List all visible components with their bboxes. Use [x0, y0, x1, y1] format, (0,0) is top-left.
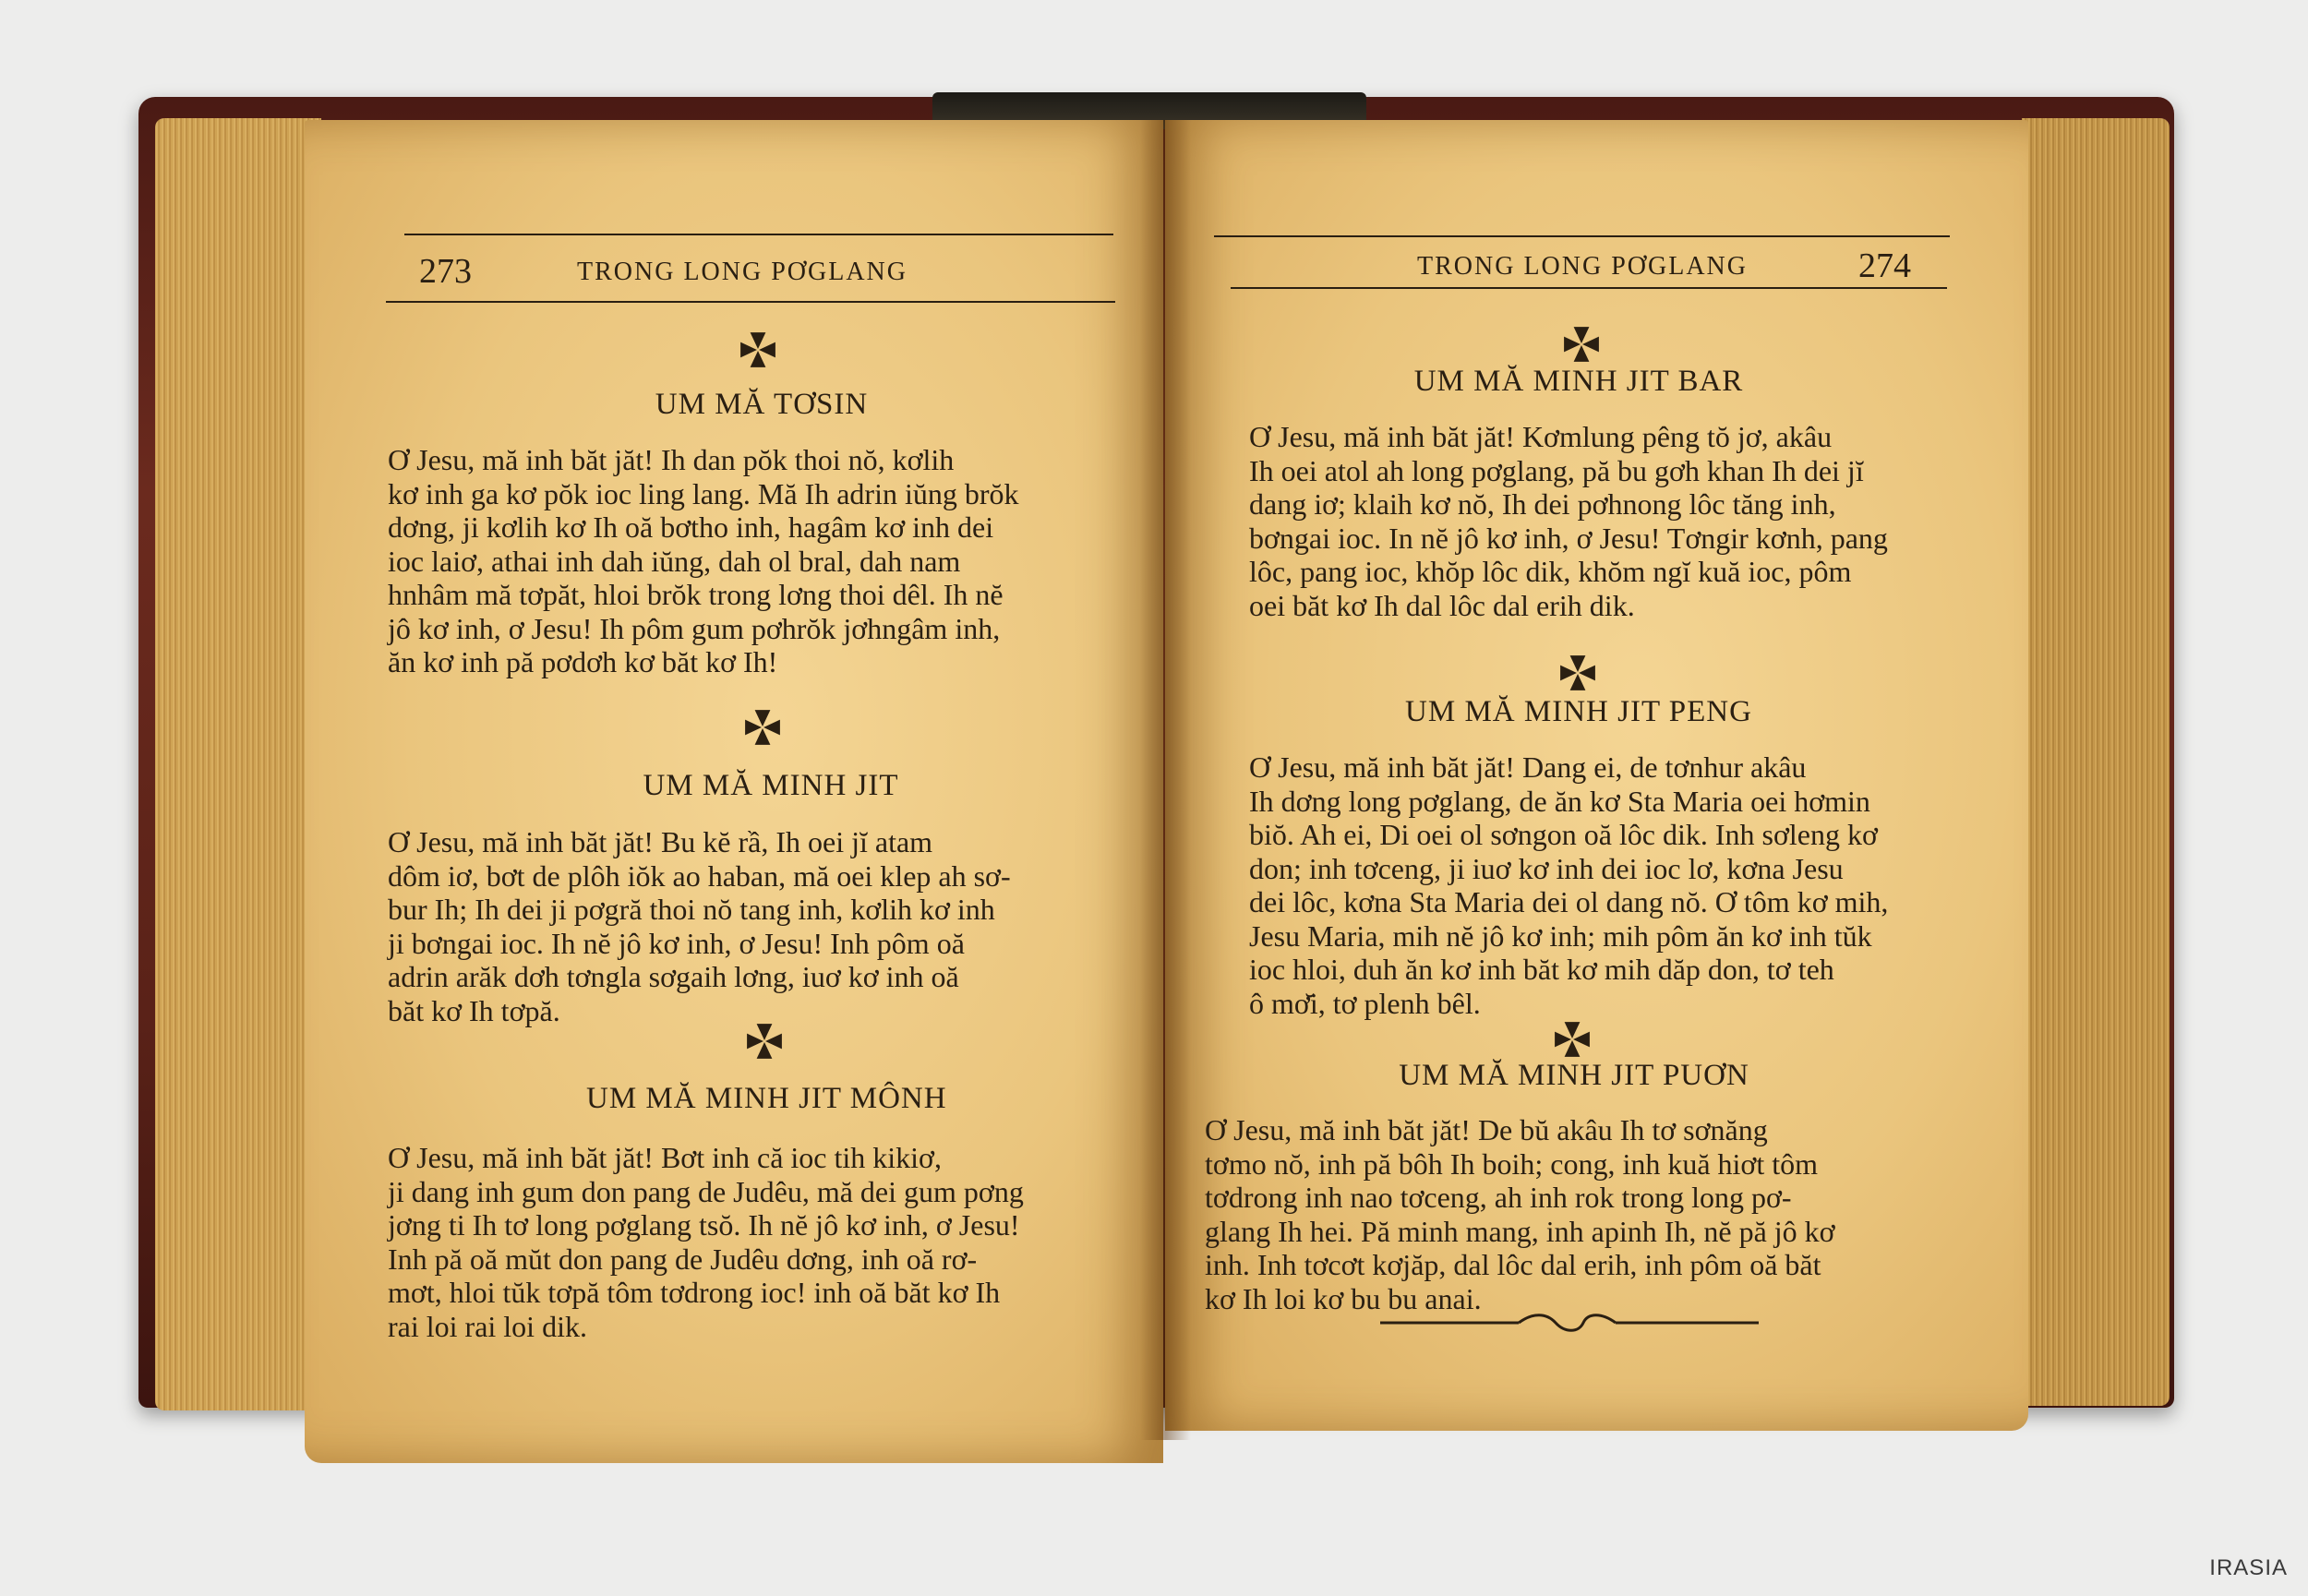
text-line: jô kơ inh, ơ Jesu! Ih pôm gum pơhrŏk jơhngâm inh,	[388, 611, 1001, 645]
text-line: biŏ. Ah ei, Di oei ol sơngon oă lôc dik. Inh sơleng kơ	[1249, 818, 1878, 851]
section-heading: UM MĂ MINH JIT PENG	[1405, 695, 1752, 728]
section-body	[1249, 750, 1946, 1020]
text-line: tơdrong inh nao tơceng, ah inh rok trong long pơ-	[1205, 1181, 1792, 1214]
left-page-edges	[155, 118, 321, 1410]
section-heading: UM MĂ MINH JIT	[643, 769, 899, 802]
text-line: dơng, ji kơlih kơ Ih oă bơtho inh, hagâm kơ inh dei	[388, 510, 994, 544]
cross-pattee-icon	[1562, 325, 1601, 364]
cross-pattee-icon	[745, 1022, 784, 1061]
book-gutter	[1140, 120, 1191, 1440]
text-line: Ơ Jesu, mă inh băt jăt! De bŭ akâu Ih tơ sơnăng	[1205, 1113, 1768, 1146]
text-line: lôc, pang ioc, khŏp lôc dik, khŏm ngĭ kuă ioc, pôm	[1249, 555, 1852, 588]
cross-pattee-icon	[1558, 654, 1597, 692]
text-line: dei lôc, kơna Sta Maria dei ol dang nŏ. Ơ tôm kơ mih,	[1249, 885, 1889, 918]
section-body	[1249, 420, 1946, 622]
right-page-edges	[2022, 118, 2170, 1406]
section-body	[388, 443, 1122, 679]
text-line: ô mơ̆i, tơ plenh bêl.	[1249, 986, 1481, 1020]
left-header-rule-top	[404, 234, 1113, 235]
right-page-number: 274	[1858, 246, 1911, 285]
text-line: Ih dơng long pơglang, de ăn kơ Sta Maria oei hơmin	[1249, 784, 1870, 818]
text-line: bơngai ioc. In nĕ jô kơ inh, ơ Jesu! Tơngir kơnh, pang	[1249, 521, 1888, 555]
left-page-number: 273	[419, 252, 472, 291]
text-line: Ơ Jesu, mă inh băt jăt! Kơmlung pêng tŏ jơ, akâu	[1249, 420, 1833, 453]
text-line: Ơ Jesu, mă inh băt jăt! Bu kĕ rầ, Ih oei jĭ atam	[388, 825, 933, 858]
text-line: adrin arăk dơh tơngla sơgaih lơng, iuơ kơ inh oă	[388, 960, 959, 993]
text-line: ji bơngai ioc. Ih nĕ jô kơ inh, ơ Jesu! Inh pôm oă	[388, 926, 965, 960]
text-line: bur Ih; Ih dei ji pơgră thoi nŏ tang inh, kơlih kơ inh	[388, 893, 995, 926]
text-line: tơmo nŏ, inh pă bôh Ih boih; cong, inh kuă hiơt tôm	[1205, 1146, 1819, 1181]
text-line: ioc laiơ, athai inh dah iŭng, dah ol bral, dah nam	[388, 544, 961, 578]
text-line: don; inh tơceng, ji iuơ kơ inh dei ioc lơ, kơna Jesu	[1249, 851, 1844, 885]
text-line: Ơ Jesu, mă inh băt jăt! Dang ei, de tơnhur akâu	[1249, 750, 1807, 784]
end-ornament-icon	[1380, 1309, 1759, 1337]
cross-pattee-icon	[739, 330, 777, 369]
left-running-title: TRONG LONG PƠGLANG	[577, 258, 908, 286]
left-header-rule-bottom	[386, 301, 1115, 303]
text-line: glang Ih hei. Pă minh mang, inh apinh Ih, nĕ pă jô kơ	[1205, 1214, 1835, 1248]
text-line: ioc hloi, duh ăn kơ inh băt kơ mih dăp don, tơ teh	[1249, 953, 1834, 986]
section-heading: UM MĂ MINH JIT BAR	[1413, 365, 1744, 398]
section-body	[388, 1141, 1122, 1343]
section-heading: UM MĂ TƠSIN	[655, 388, 869, 421]
section-body	[388, 825, 1122, 1027]
section-body	[1205, 1113, 1943, 1315]
text-line: Ơ Jesu, mă inh băt jăt! Ih dan pŏk thoi nŏ, kơlih	[388, 443, 955, 476]
right-header-rule-bottom	[1231, 287, 1947, 289]
text-line: Inh pă oă mŭt don pang de Judêu dơng, inh oă rơ-	[388, 1242, 978, 1276]
text-line: kơ inh ga kơ pŏk ioc ling lang. Mă Ih adrin iŭng brŏk	[388, 476, 1019, 510]
text-line: kơ Ih loi kơ bu bu anai.	[1205, 1281, 1482, 1315]
text-line: hnhâm mă tơpăt, hloi brŏk trong lơng thoi dêl. Ih nĕ	[388, 578, 1004, 611]
text-line: Jesu Maria, mih nĕ jô kơ inh; mih pôm ăn kơ inh tŭk	[1249, 918, 1872, 953]
cross-pattee-icon	[1553, 1020, 1592, 1059]
text-line: jơng ti Ih tơ long pơglang tsŏ. Ih nĕ jô kơ inh, ơ Jesu!	[388, 1208, 1020, 1242]
text-line: Ơ Jesu, mă inh băt jăt! Bơt inh că ioc tih kikiơ,	[388, 1141, 942, 1174]
text-line: dang iơ; klaih kơ nŏ, Ih dei pơhnong lôc tăng inh,	[1249, 487, 1836, 521]
section-heading: UM MĂ MINH JIT PUƠN	[1399, 1059, 1749, 1092]
text-line: ji dang inh gum don pang de Judêu, mă dei gum pơng	[388, 1174, 1024, 1208]
text-line: inh. Inh tơcơt kơjăp, dal lôc dal erih, inh pôm oă băt	[1205, 1248, 1821, 1281]
section-heading: UM MĂ MINH JIT MÔNH	[586, 1082, 947, 1115]
right-header-rule-top	[1214, 235, 1950, 237]
text-line: mơt, hloi tŭk tơpă tôm tơdrong ioc! inh oă băt kơ Ih	[388, 1276, 1001, 1309]
right-running-title: TRONG LONG PƠGLANG	[1417, 252, 1748, 281]
cross-pattee-icon	[743, 708, 782, 747]
watermark-text: IRASIA	[2209, 1555, 2288, 1580]
text-line: băt kơ Ih tơpă.	[388, 993, 560, 1027]
text-line: Ih oei atol ah long pơglang, pă bu gơh khan Ih dei jĭ	[1249, 453, 1864, 487]
text-line: dôm iơ, bơt de plôh iŏk ao haban, mă oei klep ah sơ-	[388, 858, 1011, 893]
text-line: ăn kơ inh pă pơdơh kơ băt kơ Ih!	[388, 645, 778, 678]
text-line: oei băt kơ Ih dal lôc dal erih dik.	[1249, 588, 1635, 622]
text-line: rai loi rai loi dik.	[388, 1309, 587, 1343]
